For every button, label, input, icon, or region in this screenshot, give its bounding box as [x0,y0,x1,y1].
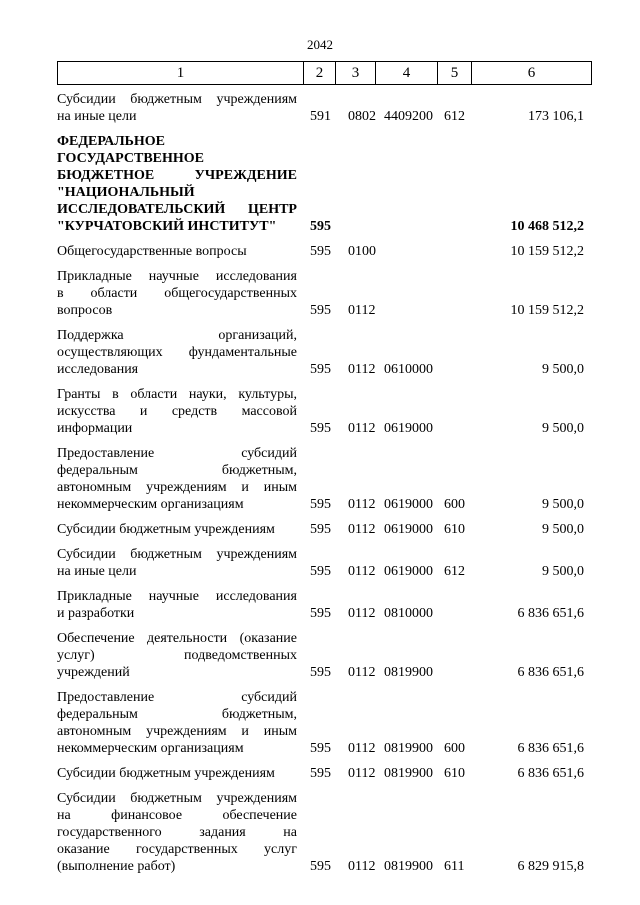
target-code: 0619000 [384,421,433,436]
row-description-line: "НАЦИОНАЛЬНЫЙ [57,185,195,200]
header-col-4: 4 [376,62,438,84]
section-code: 0112 [348,522,376,537]
expense-type-code: 610 [444,522,465,537]
ministry-code: 595 [310,741,331,756]
row-description-line: федеральным бюджетным, [57,707,297,722]
amount: 10 468 512,2 [510,219,584,234]
row-description-line: ГОСУДАРСТВЕННОЕ [57,151,204,166]
table-header-row [57,61,592,85]
amount: 9 500,0 [542,362,584,377]
amount: 6 836 651,6 [517,741,584,756]
row-description-line: федеральным бюджетным, [57,463,297,478]
expense-type-code: 612 [444,564,465,579]
amount: 6 836 651,6 [517,766,584,781]
expense-type-code: 610 [444,766,465,781]
ministry-code: 595 [310,665,331,680]
ministry-code: 595 [310,244,331,259]
row-description-line: на иные цели [57,564,137,579]
table-body [57,91,597,883]
table-row [57,445,597,513]
page-number: 2042 [307,37,333,52]
row-description-line: искусства и средств массовой [57,404,297,419]
target-code: 0819900 [384,741,433,756]
row-description-line: на иные цели [57,109,137,124]
target-code: 0819900 [384,766,433,781]
row-description-line: Субсидии бюджетным учреждениям [57,547,297,562]
section-code: 0100 [348,244,376,259]
table-row [57,327,597,378]
row-description-line: Общегосударственные вопросы [57,244,247,259]
ministry-code: 595 [310,219,331,234]
ministry-code: 595 [310,497,331,512]
table-row [57,133,597,235]
section-code: 0112 [348,766,376,781]
amount: 6 836 651,6 [517,606,584,621]
table-row [57,689,597,757]
row-description-line: автономным учреждениям и иным [57,480,297,495]
table-row [57,268,597,319]
ministry-code: 595 [310,421,331,436]
row-description-line: услуг) подведомственных [57,648,297,663]
amount: 173 106,1 [528,109,584,124]
table-row [57,91,597,125]
ministry-code: 595 [310,766,331,781]
section-code: 0112 [348,303,376,318]
ministry-code: 595 [310,564,331,579]
row-description-line: оказание государственных услуг [57,842,297,857]
table-row [57,588,597,622]
target-code: 0819900 [384,665,433,680]
section-code: 0112 [348,665,376,680]
row-description-line: Субсидии бюджетным учреждениям [57,522,275,537]
section-code: 0112 [348,859,376,874]
section-code: 0112 [348,362,376,377]
expense-type-code: 600 [444,741,465,756]
section-code: 0112 [348,606,376,621]
ministry-code: 595 [310,859,331,874]
row-description-line: Субсидии бюджетным учреждениям [57,791,297,806]
row-description-line: БЮДЖЕТНОЕ УЧРЕЖДЕНИЕ [57,168,297,183]
row-description-line: ФЕДЕРАЛЬНОЕ [57,134,166,149]
ministry-code: 595 [310,606,331,621]
target-code: 0619000 [384,564,433,579]
row-description-line: в области общегосударственных [57,286,297,301]
row-description-line: Прикладные научные исследования [57,589,297,604]
target-code: 4409200 [384,109,433,124]
target-code: 0610000 [384,362,433,377]
table-row [57,765,597,782]
target-code: 0619000 [384,522,433,537]
table-row [57,546,597,580]
section-code: 0112 [348,421,376,436]
ministry-code: 595 [310,362,331,377]
row-description-line: информации [57,421,133,436]
header-col-3: 3 [336,62,376,84]
amount: 9 500,0 [542,564,584,579]
row-description-line: Субсидии бюджетным учреждениям [57,766,275,781]
row-description-line: на финансовое обеспечение [57,808,297,823]
row-description-line: "КУРЧАТОВСКИЙ ИНСТИТУТ" [57,219,277,234]
amount: 9 500,0 [542,497,584,512]
section-code: 0112 [348,497,376,512]
ministry-code: 591 [310,109,331,124]
row-description-line: вопросов [57,303,113,318]
row-description-line: автономным учреждениям и иным [57,724,297,739]
table-row [57,521,597,538]
table-row [57,243,597,260]
header-col-5: 5 [438,62,472,84]
row-description-line: осуществляющих фундаментальные [57,345,297,360]
ministry-code: 595 [310,522,331,537]
target-code: 0819900 [384,859,433,874]
row-description-line: Субсидии бюджетным учреждениям [57,92,297,107]
ministry-code: 595 [310,303,331,318]
section-code: 0112 [348,741,376,756]
header-col-2: 2 [304,62,336,84]
header-col-6: 6 [527,65,536,81]
row-description-line: Гранты в области науки, культуры, [57,387,297,402]
row-description-line: (выполнение работ) [57,859,176,874]
amount: 9 500,0 [542,421,584,436]
row-description-line: Прикладные научные исследования [57,269,297,284]
amount: 6 836 651,6 [517,665,584,680]
expense-type-code: 611 [444,859,465,874]
row-description-line: некоммерческим организациям [57,497,244,512]
row-description-line: Предоставление субсидий [57,446,297,461]
row-description-line: Обеспечение деятельности (оказание [57,631,297,646]
row-description-line: Предоставление субсидий [57,690,297,705]
row-description-line: учреждений [57,665,130,680]
section-code: 0802 [348,109,376,124]
amount: 6 829 915,8 [517,859,584,874]
table-row [57,386,597,437]
row-description-line: ИССЛЕДОВАТЕЛЬСКИЙ ЦЕНТР [57,202,297,217]
section-code: 0112 [348,564,376,579]
table-row [57,630,597,681]
expense-type-code: 600 [444,497,465,512]
amount: 10 159 512,2 [510,244,584,259]
header-col-1: 1 [58,62,304,84]
target-code: 0810000 [384,606,433,621]
table-row [57,790,597,875]
row-description-line: некоммерческим организациям [57,741,244,756]
row-description-line: и разработки [57,606,135,621]
row-description-line: Поддержка организаций, [57,328,297,343]
amount: 9 500,0 [542,522,584,537]
row-description-line: исследования [57,362,139,377]
row-description-line: государственного задания на [57,825,297,840]
amount: 10 159 512,2 [510,303,584,318]
target-code: 0619000 [384,497,433,512]
expense-type-code: 612 [444,109,465,124]
